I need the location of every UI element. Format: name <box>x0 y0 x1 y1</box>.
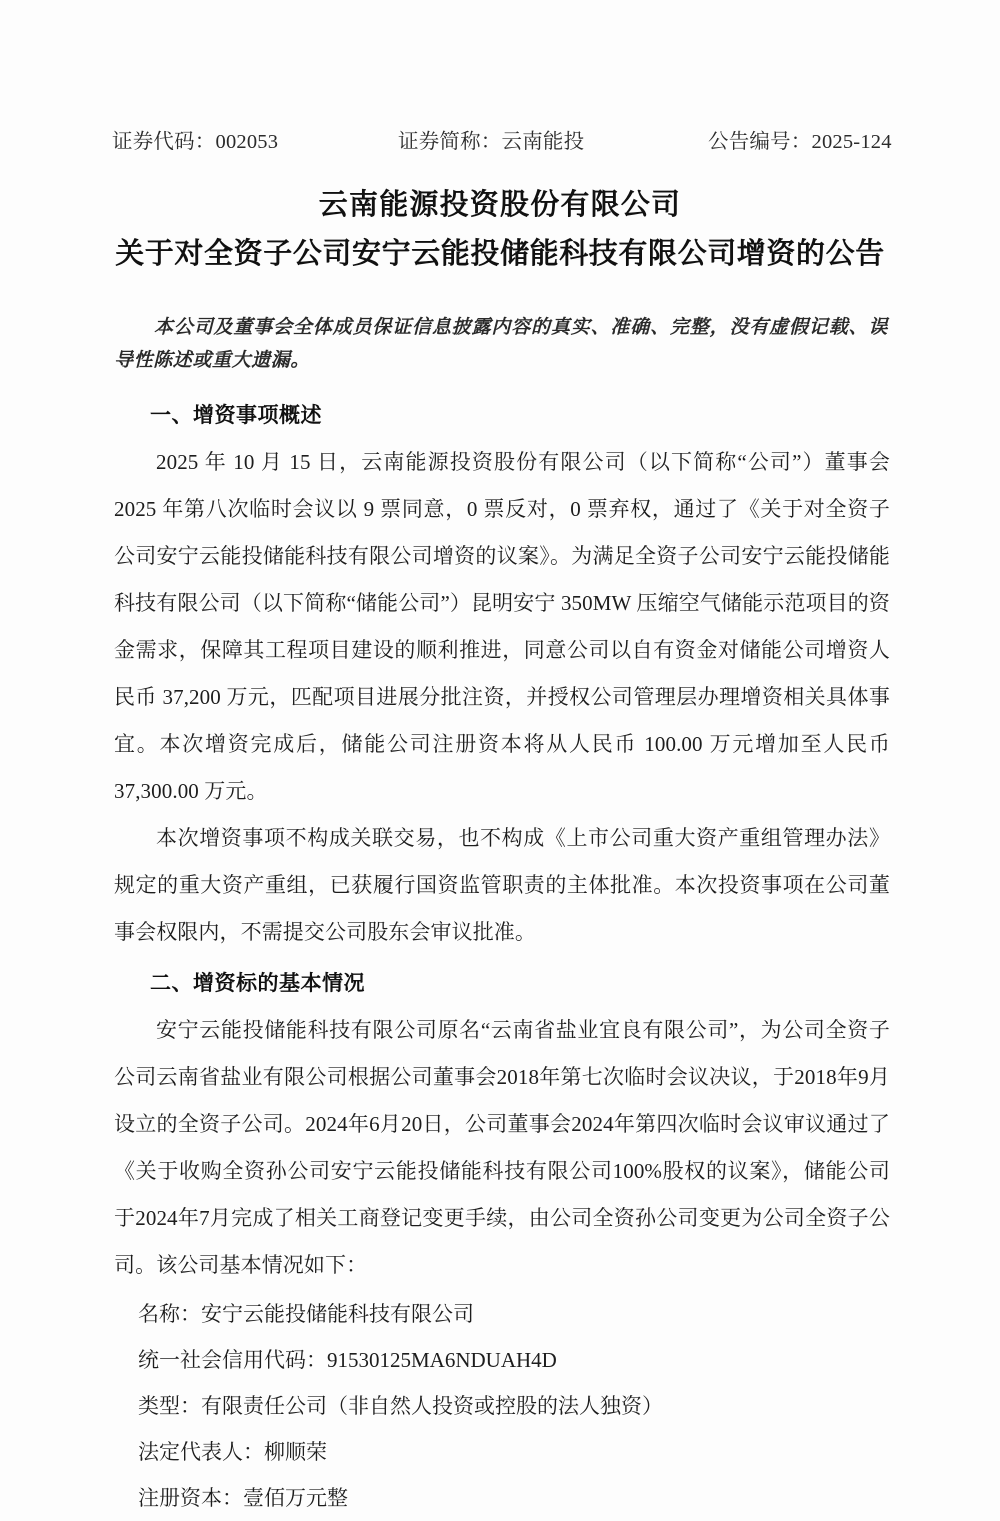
title-block <box>56 186 944 275</box>
company-detail-list <box>114 1291 890 1521</box>
announcement-subject-title: 关于对全资子公司安宁云能投储能科技有限公司增资的公告 <box>115 238 885 271</box>
security-abbreviation: 证券简称：云南能投 <box>398 131 585 153</box>
document-header <box>112 124 892 154</box>
document-body <box>114 398 890 1521</box>
paragraph-target-info-1: 安宁云能投储能科技有限公司原名“云南省盐业宜良有限公司”，为公司全资子公司云南省盐业有限公司根据公司董事会2018年第七次临时会议决议，于2018年9月设立的全资子公司。2024年6月20日，公司董事会2024年第四次临时会议审议通过了《关于收购全资孙公司安宁云能投储能科技有限公司100%股权的议案》，储能公司于2024年7月完成了相关工商登记变更手续，由公司全资孙公司变更为公司全资子公司。该公司基本情况如下： <box>114 1018 890 1277</box>
paragraph-overview-2: 本次增资事项不构成关联交易，也不构成《上市公司重大资产重组管理办法》规定的重大资产重组，已获履行国资监管职责的主体批准。本次投资事项在公司董事会权限内，不需提交公司股东会审议批准。 <box>114 826 890 944</box>
disclaimer-statement: 本公司及董事会全体成员保证信息披露内容的真实、准确、完整，没有虚假记载、误导性陈述或重大遗漏。 <box>114 317 888 371</box>
section-heading-overview: 一、增资事项概述 <box>150 403 322 427</box>
section-heading-target-info: 二、增资标的基本情况 <box>150 971 365 995</box>
detail-item-type: 类型：有限责任公司（非自然人投资或控股的法人独资） <box>138 1394 663 1418</box>
announcement-number: 公告编号：2025-124 <box>708 131 892 153</box>
detail-item-name: 名称：安宁云能投储能科技有限公司 <box>138 1302 474 1326</box>
detail-item-legal-representative: 法定代表人：柳顺荣 <box>138 1440 327 1464</box>
paragraph-overview-1: 2025 年 10 月 15 日，云南能源投资股份有限公司（以下简称“公司”）董事会 2025 年第八次临时会议以 9 票同意，0 票反对，0 票弃权，通过了《关于对全资子公司安宁云能投储能科技有限公司增资的议案》。为满足全资子公司安宁云能投储能科技有限公司（以下简称“储能公司”）昆明安宁 350MW 压缩空气储能示范项目的资金需求，保障其工程项目建设的顺利推进，同意公司以自有资金对储能公司增资人民币 37,200 万元，匹配项目进展分批注资，并授权公司管理层办理增资相关具体事宜。本次增资完成后，储能公司注册资本将从人民币 100.00 万元增加至人民币 37,300.00 万元。 <box>114 450 890 803</box>
company-title: 云南能源投资股份有限公司 <box>318 189 682 221</box>
detail-item-registered-capital: 注册资本：壹佰万元整 <box>138 1486 348 1510</box>
security-code: 证券代码：002053 <box>112 131 279 153</box>
detail-item-credit-code: 统一社会信用代码：91530125MA6NDUAH4D <box>138 1348 557 1372</box>
